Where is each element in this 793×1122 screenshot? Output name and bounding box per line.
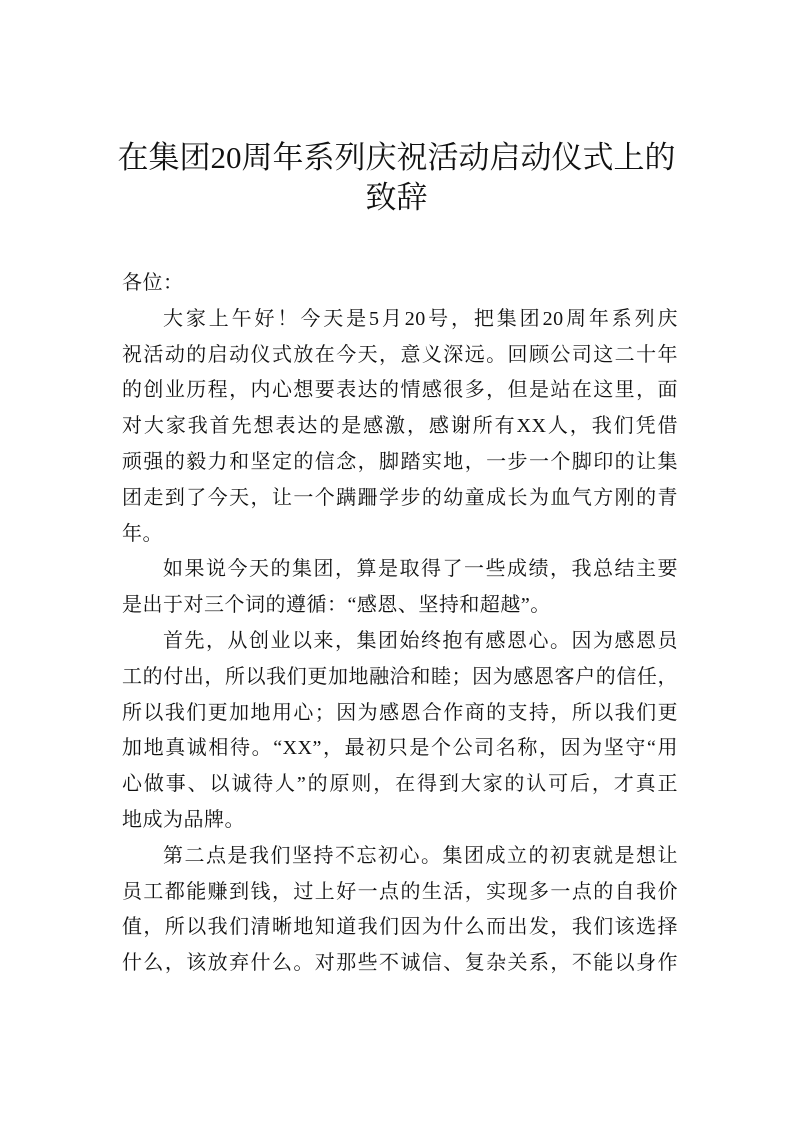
paragraph-1-line: 祝活动的启动仪式放在今天，意义深远。回顾公司这二十年: [122, 343, 678, 366]
paragraph-4-line: 什么，该放弃什么。对那些不诚信、复杂关系，不能以身作: [122, 952, 678, 975]
paragraph-3-line: 心做事、以诚待人”的原则，在得到大家的认可后，才真正: [122, 773, 678, 796]
paragraph-1-line: 年。: [122, 522, 163, 545]
paragraph-3-line: 首先，从创业以来，集团始终抱有感恩心。因为感恩员: [163, 629, 678, 652]
paragraph-3-line: 地成为品牌。: [122, 808, 245, 831]
document-body: [122, 266, 678, 982]
paragraph-1-line: 大家上午好！今天是5月20号，把集团20周年系列庆: [163, 307, 678, 330]
document-title-line-1: 在集团20周年系列庆祝活动启动仪式上的: [117, 140, 676, 175]
paragraph-1-line: 团走到了今天，让一个蹒跚学步的幼童成长为血气方刚的青: [122, 486, 678, 509]
paragraph-1-line: 对大家我首先想表达的是感激，感谢所有XX人，我们凭借: [122, 415, 678, 438]
paragraph-1-line: 顽强的毅力和坚定的信念，脚踏实地，一步一个脚印的让集: [122, 450, 678, 473]
paragraph-4-line: 第二点是我们坚持不忘初心。集团成立的初衷就是想让: [163, 844, 678, 867]
paragraph-3-line: 加地真诚相待。“XX”，最初只是个公司名称，因为坚守“用: [122, 737, 678, 760]
salutation: 各位：: [122, 272, 184, 294]
paragraph-1-line: 的创业历程，内心想要表达的情感很多，但是站在这里，面: [122, 379, 678, 402]
paragraph-4-line: 员工都能赚到钱，过上好一点的生活，实现多一点的自我价: [122, 880, 678, 903]
paragraph-2-line: 如果说今天的集团，算是取得了一些成绩，我总结主要: [163, 558, 678, 581]
paragraph-2-line: 是出于对三个词的遵循：“感恩、坚持和超越”。: [122, 594, 551, 617]
paragraph-3-line: 工的付出，所以我们更加地融洽和睦；因为感恩客户的信任，: [122, 665, 678, 688]
paragraph-4-line: 值，所以我们清晰地知道我们因为什么而出发，我们该选择: [122, 916, 678, 939]
paragraph-3-line: 所以我们更加地用心；因为感恩合作商的支持，所以我们更: [122, 701, 678, 724]
document-title-line-2: 致辞: [365, 180, 428, 215]
